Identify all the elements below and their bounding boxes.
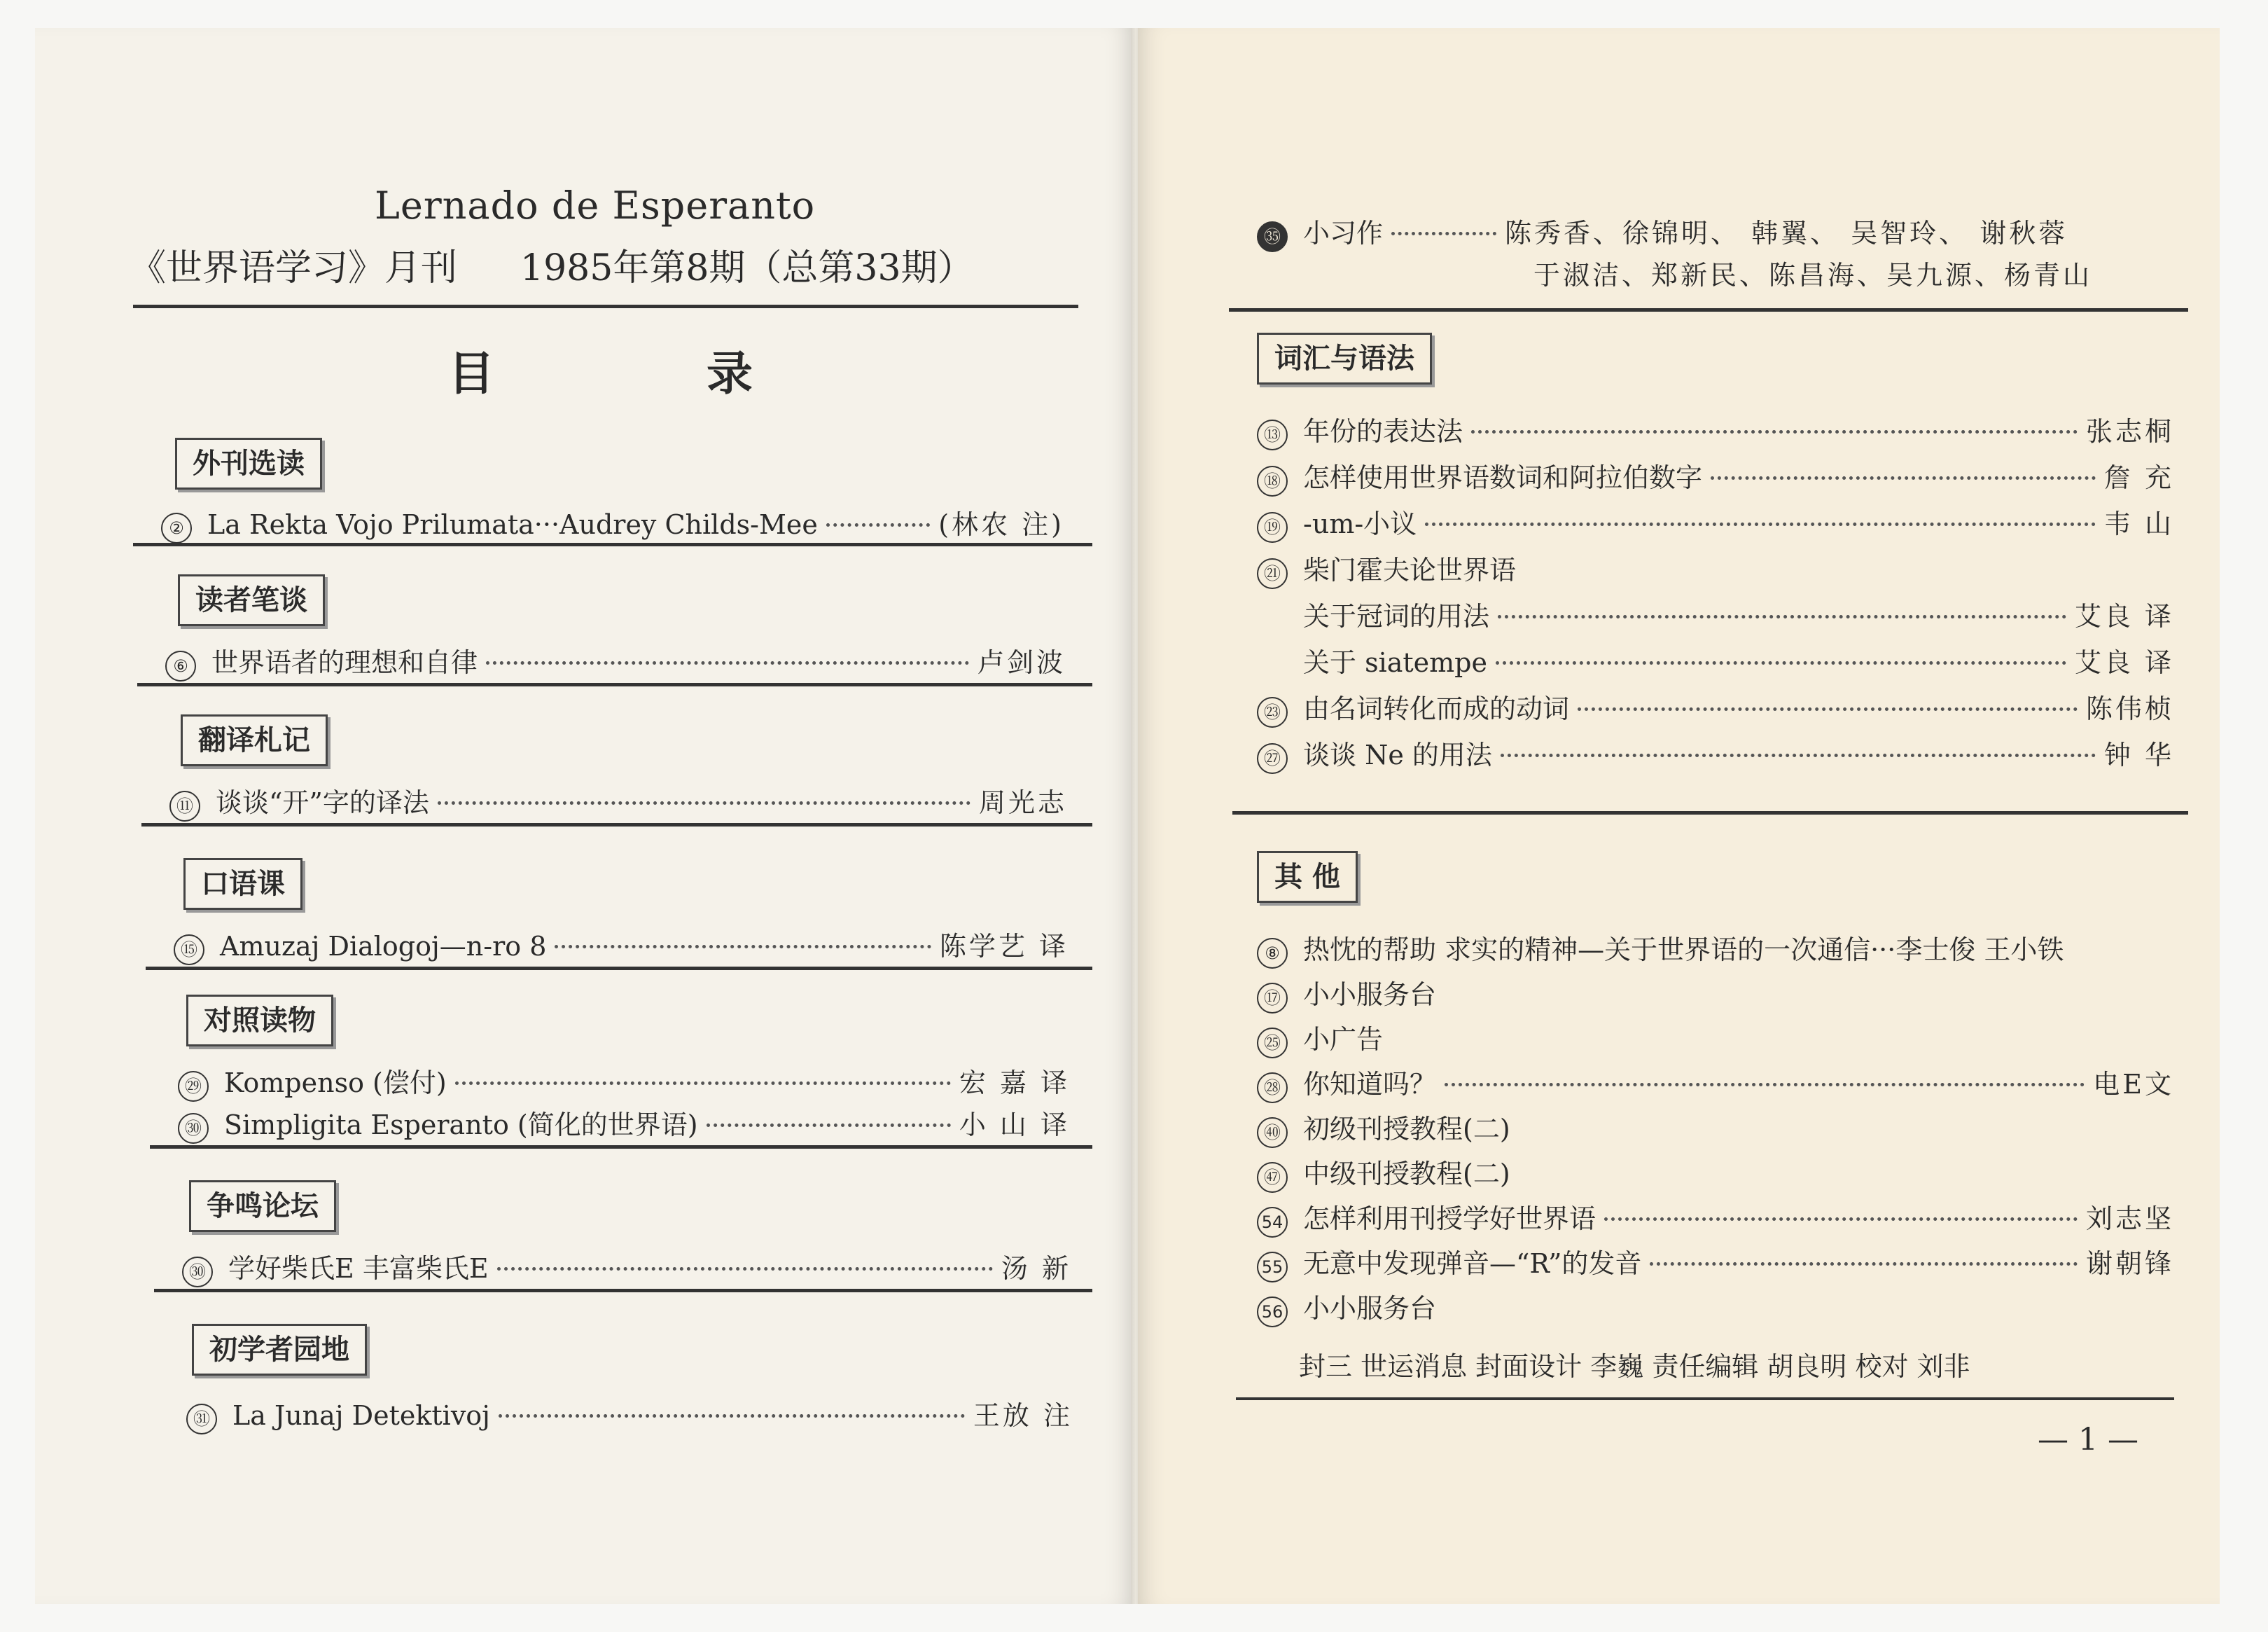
page-number: — 1 — [2038, 1422, 2138, 1458]
page-number-circle: ⑧ [1257, 938, 1288, 969]
page-number-circle: ⑲ [1257, 512, 1288, 543]
leader-dots [1498, 615, 2066, 618]
toc-entry [178, 1103, 1070, 1144]
section-rule [133, 543, 1092, 546]
section-rule [1232, 811, 2188, 815]
page-number-circle: ⑬ [1257, 420, 1288, 450]
page-number-circle: ㉕ [1257, 1028, 1288, 1058]
entry-authors-line2: 于淑洁、郑新民、陈昌海、吴九源、杨青山 [1533, 260, 2093, 291]
entry-author: 周光志 [978, 787, 1067, 818]
toc-entry [1257, 928, 2174, 969]
leader-dots [1391, 232, 1496, 235]
toc-entry [165, 641, 1066, 682]
toc-entry [1257, 1287, 2174, 1327]
entry-title: 世界语者的理想和自律 [211, 647, 478, 678]
entry-author: 詹 充 [2103, 462, 2174, 493]
leader-dots [1604, 1217, 2078, 1221]
leader-dots [497, 1267, 993, 1271]
page-number-circle: ㉓ [1257, 697, 1288, 728]
entry-author: 韦 山 [2103, 509, 2174, 539]
entry-author: 谢朝锋 [2085, 1248, 2174, 1279]
entry-author: 电E文 [2093, 1069, 2174, 1100]
page-number-circle: ㉚ [178, 1113, 209, 1144]
entry-title: 小广告 [1303, 1024, 1384, 1055]
masthead-rule [133, 305, 1078, 308]
section-heading: 争鸣论坛 [189, 1180, 336, 1232]
entry-title: 谈谈“开”字的译法 [216, 787, 429, 818]
toc-entry [161, 503, 1064, 544]
section-rule [150, 1145, 1092, 1149]
section-heading: 其 他 [1257, 851, 1358, 903]
page-number-circle: ㉑ [1257, 558, 1288, 589]
masthead-title-zh: 《世界语学习》月刊 [130, 247, 458, 289]
section-rule [154, 1289, 1092, 1292]
section-heading: 初学者园地 [192, 1324, 367, 1376]
entry-author: 艾良 译 [2074, 601, 2174, 632]
page-number-circle: ㊼ [1257, 1162, 1288, 1193]
toc-entry-xiaoxizuo-authors2 [1533, 254, 2092, 292]
credits-text: 封三 世运消息 封面设计 李巍 责任编辑 胡良明 校对 刘非 [1299, 1351, 1970, 1382]
entry-title: 小小服务台 [1303, 979, 1437, 1010]
toc-entry [1257, 1197, 2174, 1238]
entry-title: 小小服务台 [1303, 1293, 1437, 1324]
entry-title: 学好柴氏E 丰富柴氏E [228, 1253, 489, 1284]
page-number-circle: ⑮ [174, 934, 204, 965]
entry-title: 关于 siatempe [1303, 647, 1487, 678]
page-number-circle: ⑰ [1257, 983, 1288, 1014]
toc-entry [1257, 410, 2174, 450]
page-number-circle: ㊵ [1257, 1117, 1288, 1148]
section-rule [146, 967, 1092, 970]
entry-title: 怎样利用刊授学好世界语 [1303, 1203, 1596, 1234]
entry-title: La Rekta Vojo Prilumata···Audrey Childs-Mee [207, 509, 818, 540]
credits-line [1299, 1345, 1970, 1383]
toc-entry-xiaoxizuo [1257, 212, 2195, 252]
entry-author: 陈伟桢 [2085, 693, 2174, 724]
page-number-circle: ㉚ [182, 1257, 213, 1287]
toc-entry [1257, 456, 2174, 497]
leader-dots [1650, 1262, 2078, 1266]
entry-title: 柴门霍夫论世界语 [1303, 555, 1517, 586]
footer-rule [1236, 1397, 2174, 1400]
leader-dots [1445, 1083, 2085, 1086]
leader-dots [1501, 754, 2096, 757]
entry-author: 刘志坚 [2085, 1203, 2174, 1234]
left-page [35, 28, 1134, 1604]
entry-title: 无意中发现弹音—“R”的发音 [1303, 1248, 1642, 1279]
entry-title: La Junaj Detektivoj [232, 1400, 490, 1431]
section-heading: 对照读物 [186, 995, 333, 1046]
toc-entry [182, 1247, 1071, 1287]
leader-dots [455, 1081, 951, 1085]
entry-author: 王放 注 [973, 1400, 1073, 1431]
leader-dots [1711, 476, 2096, 480]
toc-entry [1257, 548, 2174, 589]
toc-entry [174, 925, 1069, 965]
entry-author: 艾良 译 [2074, 647, 2174, 678]
toc-entry [186, 1394, 1073, 1434]
section-heading: 口语课 [183, 858, 302, 910]
entry-author: (林农 注) [938, 509, 1064, 540]
entry-author: 小 山 译 [959, 1109, 1070, 1140]
leader-dots [1471, 430, 2078, 434]
section-heading: 词汇与语法 [1257, 333, 1432, 385]
leader-dots [1496, 661, 2066, 665]
masthead-en: Lernado de Esperanto [375, 184, 816, 228]
toc-entry [1257, 641, 2174, 679]
entry-title: 关于冠词的用法 [1303, 601, 1490, 632]
leader-dots [555, 945, 931, 948]
leader-dots [499, 1414, 965, 1418]
entry-title: Amuzaj Dialogoj—n-ro 8 [220, 931, 547, 962]
entry-title: 年份的表达法 [1303, 416, 1463, 447]
entry-title: 小习作 [1303, 218, 1384, 249]
entry-author: 钟 华 [2103, 740, 2174, 770]
entry-title: -um-小议 [1303, 509, 1417, 539]
toc-entry [1257, 1018, 2174, 1058]
section-heading: 读者笔谈 [178, 574, 325, 626]
entry-title: 谈谈 Ne 的用法 [1303, 740, 1492, 770]
entry-author: 汤 新 [1001, 1253, 1071, 1284]
page-number-circle: ㉙ [178, 1071, 209, 1102]
toc-entry [178, 1061, 1070, 1102]
page-number-circle: 56 [1257, 1296, 1288, 1327]
section-rule [137, 683, 1092, 686]
issue-number: 1985年第8期（总第33期） [520, 247, 974, 289]
toc-entry [1257, 502, 2174, 543]
right-page [1138, 28, 2220, 1604]
entry-author: 宏 嘉 译 [959, 1067, 1070, 1098]
leader-dots [1425, 523, 2096, 526]
toc-entry [1257, 973, 2174, 1014]
page-number-circle: ㉗ [1257, 743, 1288, 774]
entry-title: 由名词转化而成的动词 [1303, 693, 1570, 724]
leader-dots [707, 1123, 951, 1127]
entry-author: 张志桐 [2085, 416, 2174, 447]
entry-title: 你知道吗？ [1303, 1069, 1437, 1100]
page-number-circle: 54 [1257, 1207, 1288, 1238]
page-number-circle: 55 [1257, 1252, 1288, 1282]
toc-entry [1257, 1152, 2174, 1193]
page-number-circle: ⑥ [165, 651, 196, 682]
toc-entry [1257, 1107, 2174, 1148]
page-number-circle: ㉘ [1257, 1072, 1288, 1103]
entry-author: 卢剑波 [977, 647, 1066, 678]
entry-title: 热忱的帮助 求实的精神—关于世界语的一次通信···李士俊 王小铁 [1303, 934, 2064, 965]
leader-dots [438, 801, 970, 805]
masthead-zh [130, 238, 974, 291]
toc-entry [1257, 733, 2174, 774]
page-number-circle: ㉟ [1257, 221, 1288, 252]
page-number-circle: ㉛ [186, 1404, 217, 1434]
section-rule [1229, 308, 2188, 312]
toc-entry [1257, 1242, 2174, 1282]
entry-title: 中级刊授教程(二) [1303, 1159, 1510, 1189]
section-heading: 外刊选读 [175, 438, 322, 490]
toc-title: 目 录 [448, 346, 851, 401]
leader-dots [486, 661, 969, 665]
toc-entry [1257, 1063, 2174, 1103]
toc-entry [169, 781, 1067, 822]
toc-entry [1257, 687, 2174, 728]
toc-entry [1257, 595, 2174, 633]
page-number-circle: ⑪ [169, 791, 200, 822]
entry-title: 初级刊授教程(二) [1303, 1114, 1510, 1145]
entry-title: 怎样使用世界语数词和阿拉伯数字 [1303, 462, 1703, 493]
entry-title: Simpligita Esperanto (简化的世界语) [224, 1109, 698, 1140]
leader-dots [1578, 707, 2078, 711]
page-number-circle: ② [161, 513, 192, 544]
section-heading: 翻译札记 [181, 714, 328, 766]
section-rule [141, 823, 1092, 827]
leader-dots [826, 523, 930, 527]
entry-author: 陈学艺 译 [939, 931, 1069, 962]
page-number-circle: ⑱ [1257, 466, 1288, 497]
entry-authors-line1: 陈秀香、徐锦明、 韩翼、 吴智玲、 谢秋蓉 [1505, 218, 2068, 249]
entry-title: Kompenso (偿付) [224, 1067, 447, 1098]
